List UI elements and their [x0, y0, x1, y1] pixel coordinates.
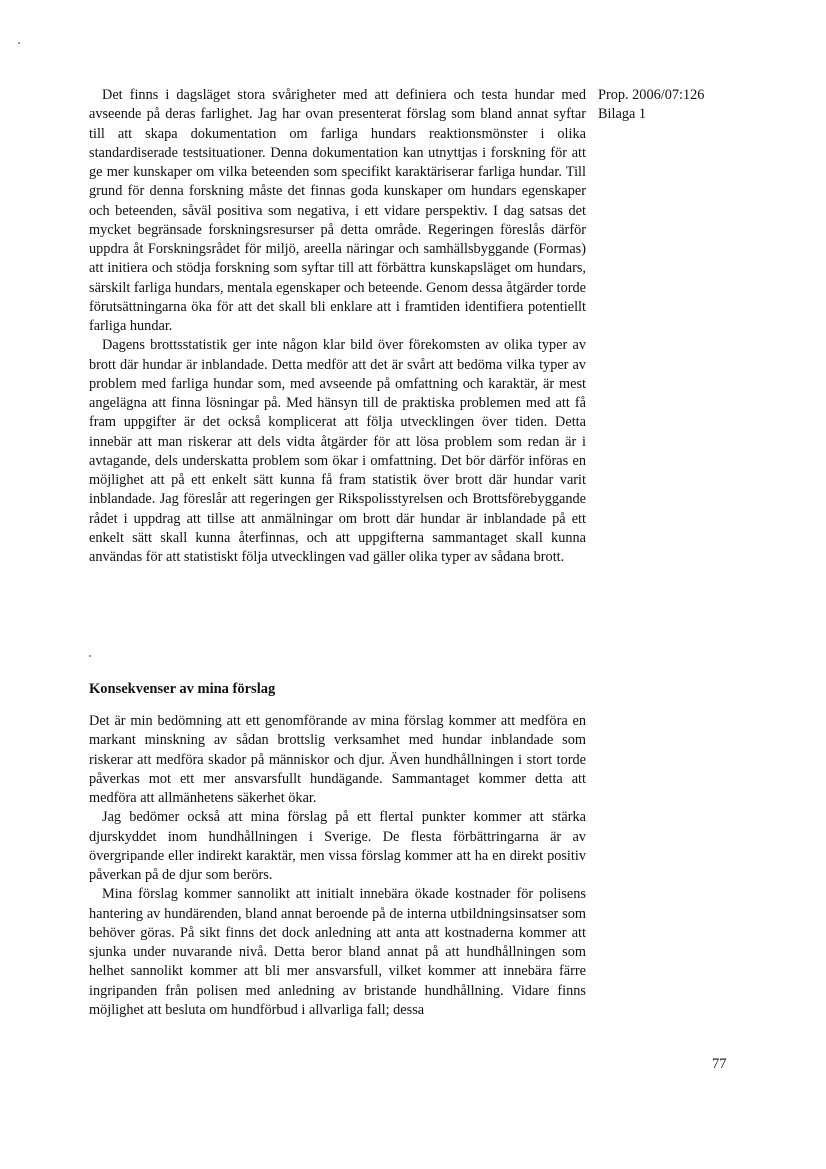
- page-number: 77: [712, 1056, 727, 1072]
- paragraph: Mina förslag kommer sannolikt att initialt innebära ökade kostnader för polisens hantering av hundärenden, bland annat beroende på de interna utbildningsinsatser som behöver göras. På sikt finns det dock anledning att anta att kostnaderna kommer att sjunka under nuvarande nivå. Detta beror bland annat på att hundhållningen som helhet sannolikt kommer att bli mer ansvarsfull, vilket kommer att innebära färre ingripanden från polisen med anledning av bristande hundhållning. Vidare finns möjlighet att besluta om hundförbud i allvarliga fall; dessa: [89, 886, 586, 1018]
- body-text-top: [89, 86, 586, 567]
- proposition-reference: Prop. 2006/07:126: [598, 87, 705, 103]
- paragraph: Det är min bedömning att ett genomförande av mina förslag kommer att medföra en markant minskning av sådan brottslig verksamhet med hundar inblandade som riskerar att medföra skador på människor och djur. Även hundhållningen i stort torde påverkas mot ett mer ansvarsfullt hundägande. Sammantaget kommer detta att medföra att allmänhetens säkerhet ökar.: [89, 713, 586, 806]
- scan-speck: [89, 655, 91, 657]
- body-text-bottom: [89, 712, 586, 1020]
- margin-note: [598, 86, 704, 125]
- paragraph: Jag bedömer också att mina förslag på ett flertal punkter kommer att stärka djurskyddet inom hundhållningen i Sverige. De flesta förbättringarna är av övergripande eller indirekt karaktär, men vissa förslag kommer att ha en direkt positiv påverkan på de djur som berörs.: [89, 809, 586, 883]
- paragraph: Det finns i dagsläget stora svårigheter med att definiera och testa hundar med avseende på deras farlighet. Jag har ovan presenterat förslag som bland annat syftar till att skapa dokumentation om farliga hundars reaktionsmönster i olika standardiserade testsituationer. Denna dokumentation kan utnyttjas i forskning för att ge mer kunskaper om vilka beteenden som specifikt karaktäriserar farliga hundar. Till grund för denna forskning måste det finnas goda kunskaper om hundars egenskaper och beteenden, såväl positiva som negativa, i ett vidare perspektiv. I dag satsas det mycket begränsade forskningsresurser på detta område. Regeringen föreslås därför uppdra åt Forskningsrådet för miljö, areella näringar och samhällsbyggande (Formas) att initiera och stödja forskning som syftar till att förbättra kunskapsläget om hundars, särskilt farliga hundars, mentala egenskaper och beteende. Genom dessa åtgärder torde förutsättningarna öka för att det skall bli enklare att i framtiden identifiera potentiellt farliga hundar.: [89, 87, 587, 334]
- appendix-label: Bilaga 1: [598, 106, 647, 123]
- paragraph: Dagens brottsstatistik ger inte någon klar bild över förekomsten av olika typer av brott där hundar är inblandade. Detta medför att det är svårt att bedöma vilka typer av problem med farliga hundar som, med avseende på omfattning och karaktär, är mest angelägna att finna lösningar på. Med hänsyn till de praktiska problemen med att få fram uppgifter är det också komplicerat att följa utvecklingen över tiden. Detta innebär att man riskerar att dels vidta åtgärder för att lösa problem som redan är i avtagande, dels underskatta problem som ökar i omfattning. Det bör därför införas en möjlighet att på ett enkelt sätt kunna få fram statistik över brott där hundar varit inblandade. Jag föreslår att regeringen ger Rikspolisstyrelsen och Brottsförebyggande rådet i uppdrag att tillse att anmälningar om brott där hundar är inblandade på ett enkelt sätt skall kunna återfinnas, och att uppgifterna sammantaget skall kunna användas för att statistiskt följa utvecklingen vad gäller olika typer av sådana brott.: [89, 337, 586, 565]
- section-heading: Konsekvenser av mina förslag: [89, 681, 276, 697]
- scan-speck: [18, 42, 20, 44]
